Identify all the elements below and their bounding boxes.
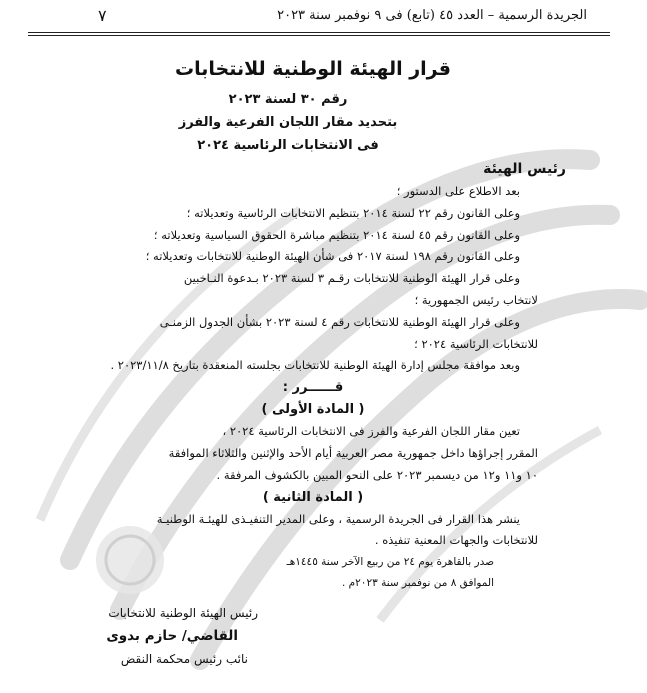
page-number: ٧	[98, 6, 107, 25]
article-2-heading: ( المادة الثانية )	[262, 489, 364, 505]
article-1-heading: ( المادة الأولى )	[261, 402, 365, 418]
signatory-institution: رئيس الهيئة الوطنية للانتخابات	[108, 606, 258, 621]
preamble-line: بعد الاطلاع على الدستور ؛	[396, 184, 520, 198]
decree-subject-line-1: بتحديد مقار اللجان الفرعية والفرز	[178, 115, 398, 130]
decree-body	[88, 52, 566, 670]
article-1-line: المقرر إجراؤها داخل جمهورية مصر العربية أيام الأحد والإثنين والثلاثاء الموافقة	[168, 445, 538, 460]
article-1-line: تعين مقار اللجان الفرعية والفرز فى الانتخابات الرئاسية ٢٠٢٤ ،	[222, 424, 520, 439]
decided-heading: قــــــرر :	[282, 380, 344, 396]
article-2-line: للانتخابات والجهات المعنية تنفيذه .	[374, 533, 538, 548]
preamble-line: وعلى قرار الهيئة الوطنية للانتخابات رقم ٤ لسنة ٢٠٢٣ بشأن الجدول الزمنـى	[159, 314, 520, 329]
running-header: الجريدة الرسمية – العدد ٤٥ (تابع) فى ٩ نوفمبر سنة ٢٠٢٣	[277, 8, 587, 23]
preamble-line: وعلى القانون رقم ٢٢ لسنة ٢٠١٤ بتنظيم الانتخابات الرئاسية وتعديلاته ؛	[186, 205, 520, 220]
preamble-line: وعلى قرار الهيئة الوطنية للانتخابات رقـم ٣ لسنة ٢٠٢٣ بـدعوة النـاخبين	[183, 271, 520, 286]
decree-title: قرار الهيئة الوطنية للانتخابات	[175, 58, 451, 80]
decree-subject-line-2: فى الانتخابات الرئاسية ٢٠٢٤	[197, 138, 379, 153]
preamble-line: وعلى القانون رقم ٤٥ لسنة ٢٠١٤ بتنظيم مباشرة الحقوق السياسية وتعديلاته ؛	[153, 227, 520, 242]
signatory-position: نائب رئيس محكمة النقض	[120, 652, 248, 667]
preamble-line: للانتخابات الرئاسية ٢٠٢٤ ؛	[414, 336, 538, 351]
preamble-line: لانتخاب رئيس الجمهورية ؛	[414, 292, 538, 307]
article-1-line: ١٠ و١١ و١٢ من ديسمبر ٢٠٢٣ على النحو المبين بالكشوف المرفقة .	[216, 467, 538, 482]
issued-date-gregorian: الموافق ٨ من نوفمبر سنة ٢٠٢٣م .	[341, 577, 494, 590]
preamble-line: وعلى القانون رقم ١٩٨ لسنة ٢٠١٧ فى شأن الهيئة الوطنية للانتخابات وتعديلاته ؛	[145, 249, 520, 264]
issued-date-hijri: صدر بالقاهرة يوم ٢٤ من ربيع الآخر سنة ١٤٤٥هـ	[286, 556, 494, 569]
preamble-line: وبعد موافقة مجلس إدارة الهيئة الوطنية للانتخابات بجلسته المنعقدة بتاريخ ٢٠٢٣/١١/٨ .	[110, 358, 520, 373]
header-divider	[28, 32, 610, 36]
article-2-line: ينشر هذا القرار فى الجريدة الرسمية ، وعلى المدير التنفيـذى للهيئـة الوطنيـة	[156, 511, 520, 526]
decree-number: رقم ٣٠ لسنة ٢٠٢٣	[228, 92, 348, 107]
signatory-name: القاضي/ حازم بدوى	[106, 628, 238, 645]
issuer-heading: رئيس الهيئة	[483, 161, 566, 177]
